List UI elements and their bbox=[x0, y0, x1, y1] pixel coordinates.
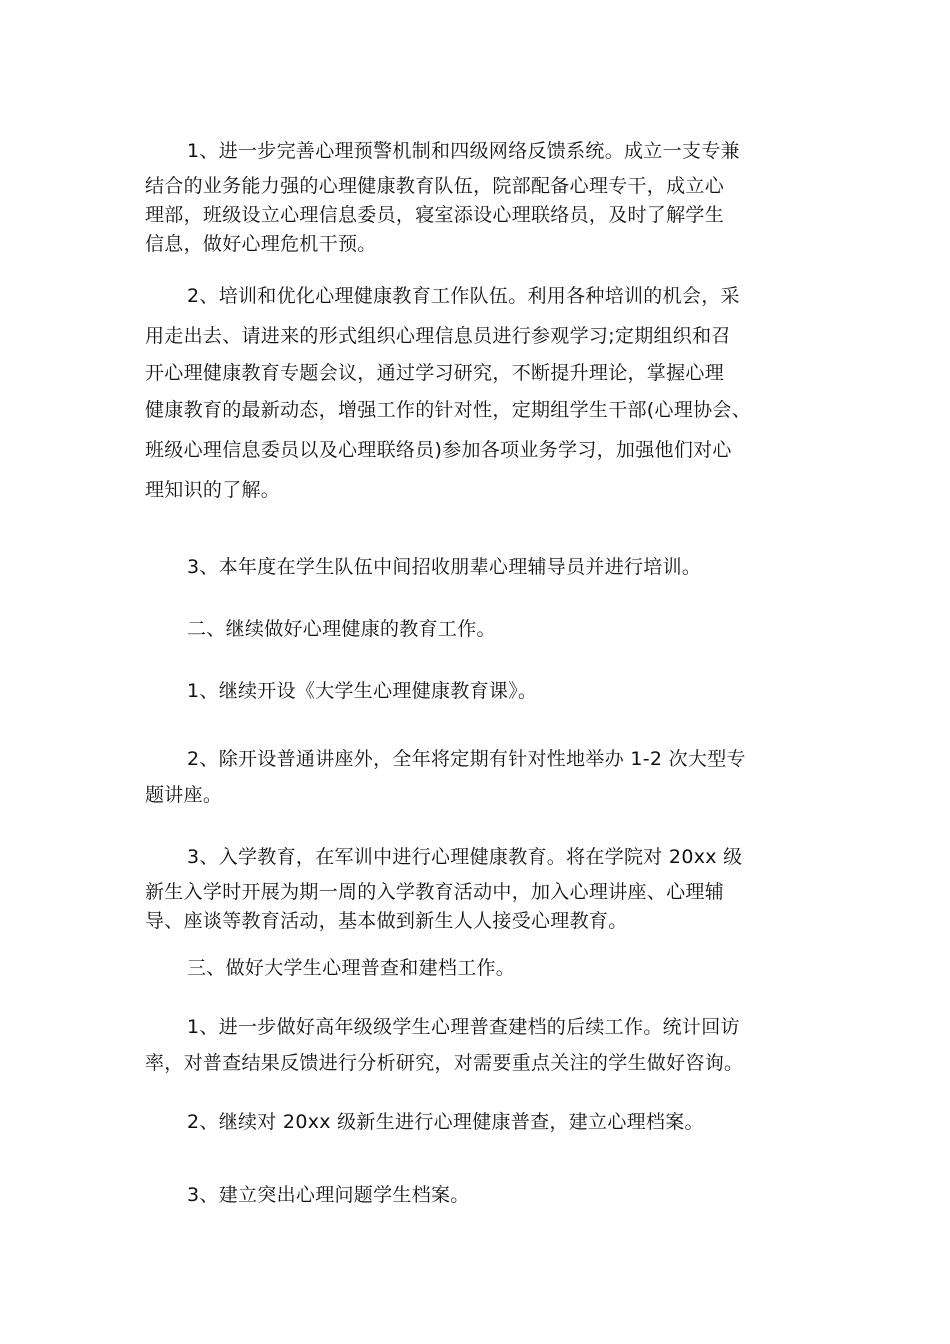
paragraph-line: 新生入学时开展为期一周的入学教育活动中，加入心理讲座、心理辅 bbox=[145, 881, 725, 903]
paragraph bbox=[145, 677, 825, 706]
paragraph bbox=[145, 745, 825, 810]
paragraph-line: 开心理健康教育专题会议，通过学习研究，不断提升理论，掌握心理 bbox=[145, 362, 725, 384]
paragraph bbox=[145, 553, 825, 582]
paragraph bbox=[145, 137, 825, 259]
paragraph bbox=[145, 282, 825, 505]
paragraph-line: 班级心理信息委员以及心理联络员)参加各项业务学习，加强他们对心 bbox=[145, 439, 732, 461]
paragraph-line: 2、继续对 20xx 级新生进行心理健康普查，建立心理档案。 bbox=[187, 1111, 704, 1133]
paragraph-line: 1、进一步做好高年级级学生心理普查建档的后续工作。统计回访 bbox=[187, 1016, 740, 1038]
paragraph-line: 理部，班级设立心理信息委员，寝室添设心理联络员，及时了解学生 bbox=[145, 204, 725, 226]
paragraph-line: 健康教育的最新动态，增强工作的针对性，定期组学生干部(心理协会、 bbox=[145, 399, 752, 421]
paragraph-line: 1、继续开设《大学生心理健康教育课》。 bbox=[187, 680, 538, 702]
paragraph-line: 2、除开设普通讲座外，全年将定期有针对性地举办 1-2 次大型专 bbox=[187, 748, 746, 770]
paragraph-line: 3、建立突出心理问题学生档案。 bbox=[187, 1184, 470, 1206]
paragraph bbox=[145, 1181, 825, 1210]
paragraph bbox=[145, 1013, 825, 1078]
paragraph-line: 3、入学教育，在军训中进行心理健康教育。将在学院对 20xx 级 bbox=[187, 846, 743, 868]
section-heading bbox=[145, 954, 825, 983]
paragraph-line: 1、进一步完善心理预警机制和四级网络反馈系统。成立一支专兼 bbox=[187, 140, 740, 162]
paragraph-line: 用走出去、请进来的形式组织心理信息员进行参观学习;定期组织和召 bbox=[145, 325, 731, 347]
paragraph-line: 题讲座。 bbox=[145, 784, 223, 806]
paragraph-line: 3、本年度在学生队伍中间招收朋辈心理辅导员并进行培训。 bbox=[187, 556, 702, 578]
paragraph-line: 理知识的了解。 bbox=[145, 479, 281, 501]
paragraph-line: 率，对普查结果反馈进行分析研究，对需要重点关注的学生做好咨询。 bbox=[145, 1052, 744, 1074]
section-heading-text: 二、继续做好心理健康的教育工作。 bbox=[187, 618, 496, 640]
paragraph bbox=[145, 843, 825, 936]
paragraph-line: 结合的业务能力强的心理健康教育队伍，院部配备心理专干，成立心 bbox=[145, 175, 725, 197]
section-heading-text: 三、做好大学生心理普查和建档工作。 bbox=[187, 957, 516, 979]
paragraph-line: 信息，做好心理危机干预。 bbox=[145, 233, 377, 255]
paragraph-line: 2、培训和优化心理健康教育工作队伍。利用各种培训的机会，采 bbox=[187, 285, 740, 307]
section-heading bbox=[145, 615, 825, 644]
paragraph bbox=[145, 1108, 825, 1137]
paragraph-line: 导、座谈等教育活动，基本做到新生人人接受心理教育。 bbox=[145, 910, 628, 932]
